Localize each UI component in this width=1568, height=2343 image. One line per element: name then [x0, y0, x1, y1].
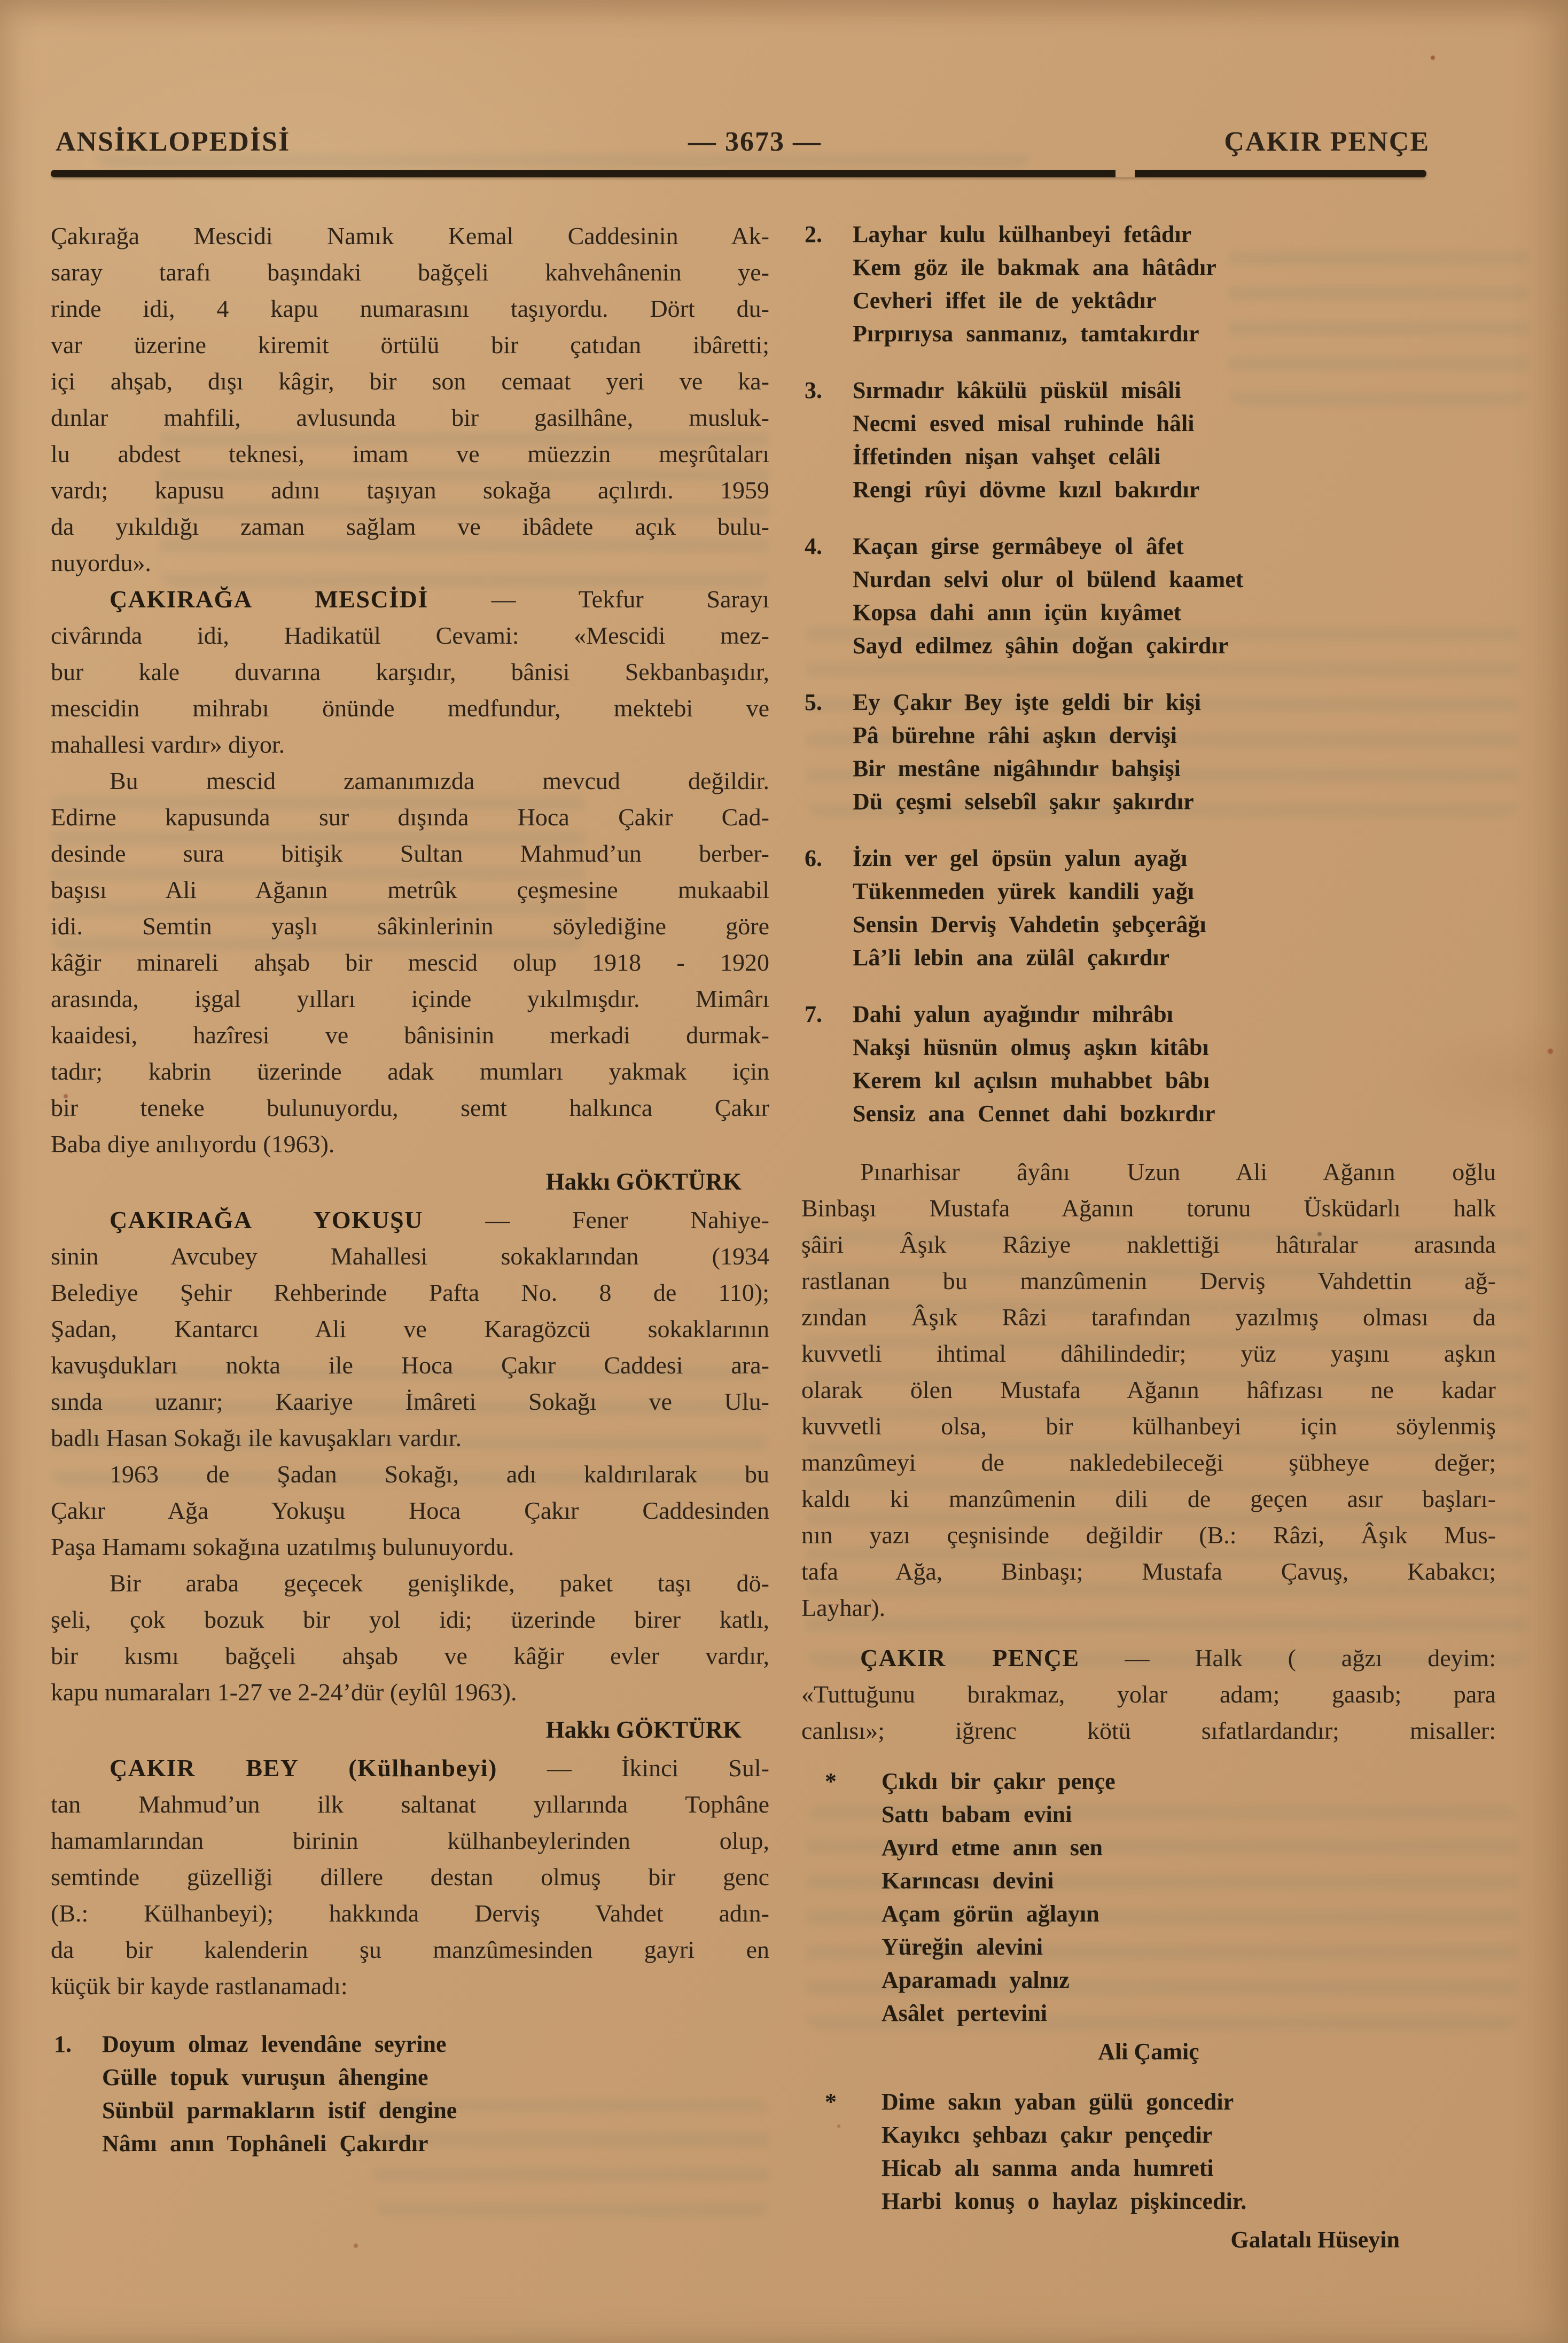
- entry-heading: ÇAKIR BEY (Külhanbeyi): [110, 1754, 497, 1782]
- running-head-title: ANSİKLOPEDİSİ: [56, 127, 291, 157]
- header-rule: [51, 170, 1426, 177]
- verse-line: Cevheri iffet ile de yektâdır: [853, 287, 1157, 314]
- heading-tail: — Fener Nahiye-: [423, 1206, 770, 1233]
- column-right: [801, 218, 1496, 2266]
- paragraph: [51, 1750, 769, 2004]
- text-line: mescidin mihrabı önünde medfundur, mektebi ve: [51, 694, 769, 722]
- verse-line: Layhar kulu külhanbeyi fetâdır: [853, 221, 1192, 247]
- page-number: — 3673 —: [688, 127, 822, 157]
- text-line: kaldı ki manzûmenin dili de geçen asır başları-: [801, 1485, 1496, 1512]
- text-line: Baba diye anılıyordu (1963).: [51, 1130, 335, 1158]
- text-line: tafa Ağa, Binbaşı; Mustafa Çavuş, Kabakcı;: [801, 1558, 1496, 1585]
- text-line: idi. Semtin yaşlı sâkinlerinin söylediğine göre: [51, 912, 769, 940]
- verse-line: Kerem kıl açılsın muhabbet bâbı: [853, 1067, 1210, 1094]
- verse-line: Asâlet pertevini: [881, 2000, 1048, 2026]
- text-line: vardı; kapusu adını taşıyan sokağa açılırdı. 1959: [51, 477, 769, 504]
- verse-line: Sayd edilmez şâhin doğan çakirdır: [853, 632, 1229, 659]
- verse-line: Tükenmeden yürek kandili yağı: [853, 878, 1195, 904]
- text-line: arasında, işgal yılları içinde yıkılmışdır. Mimârı: [51, 985, 769, 1012]
- text-line: sında uzanır; Kaariye İmâreti Sokağı ve Ulu-: [51, 1388, 769, 1415]
- text-line: canlısı»; iğrenc kötü sıfatlardandır; misaller:: [801, 1717, 1496, 1744]
- paragraph: [51, 218, 769, 581]
- verse-line: Gülle topuk vuruşun âhengine: [102, 2064, 428, 2090]
- text-line: küçük bir kayde rastlanamadı:: [51, 1972, 348, 2000]
- verse-line: Nurdan selvi olur ol bülend kaamet: [853, 566, 1244, 592]
- paragraph: [801, 1640, 1496, 1749]
- text-line: Pınarhisar âyânı Uzun Ali Ağanın oğlu: [860, 1158, 1496, 1185]
- text-line: kuvvetli olsa, bir külhanbeyi için söylenmiş: [801, 1412, 1496, 1440]
- verse-line: Sırmadır kâkülü püskül misâli: [853, 377, 1181, 403]
- column-left: [51, 218, 769, 2184]
- text-line: desinde sura bitişik Sultan Mahmud’un berber-: [51, 840, 769, 867]
- paragraph: [51, 581, 769, 763]
- verse-line: Harbi konuş o haylaz pişkincedir.: [881, 2188, 1247, 2214]
- verse-line: Rengi rûyi dövme kızıl bakırdır: [853, 477, 1200, 503]
- text-line: rinde idi, 4 kapu numarasını taşıyordu. Dört du-: [51, 295, 769, 322]
- text-line: Bu mescid zamanımızda mevcud değildir.: [110, 767, 769, 794]
- heading-tail: — Halk ( ağzı deyim:: [1079, 1644, 1496, 1672]
- verse-block: [801, 998, 1496, 1130]
- verse-line: Kaçan girse germâbeye ol âfet: [853, 533, 1184, 559]
- verse-line: Açam görün ağlayın: [881, 1901, 1099, 1927]
- text-line: badlı Hasan Sokağı ile kavuşakları vardır.: [51, 1424, 462, 1451]
- text-line: Layhar).: [801, 1594, 886, 1621]
- verse-number: 3.: [805, 377, 822, 403]
- verse-line: Dü çeşmi selsebîl şakır şakırdır: [853, 788, 1194, 815]
- verse-number: 7.: [805, 1001, 822, 1027]
- verse-line: Dime sakın yaban gülü goncedir: [881, 2089, 1234, 2115]
- text-line: semtinde güzelliği dillere destan olmuş bir genc: [51, 1863, 769, 1891]
- verse-line: Bir mestâne nigâhındır bahşişi: [853, 755, 1181, 782]
- text-line: içi ahşab, dışı kâgir, bir son cemaat yeri ve ka-: [51, 368, 769, 395]
- heading-tail: — Tekfur Sarayı: [428, 585, 770, 613]
- text-line: hamamlarından birinin külhanbeylerinden olup,: [51, 1827, 769, 1854]
- paragraph: [51, 763, 769, 1162]
- verse-block: [801, 530, 1496, 662]
- text-line: dınlar mahfili, avlusunda bir gasilhâne, musluk-: [51, 404, 769, 431]
- text-line: Binbaşı Mustafa Ağanın torunu Üsküdarlı halk: [801, 1194, 1496, 1222]
- verse-line: Aparamadı yalnız: [881, 1967, 1070, 1993]
- paragraph: [51, 1456, 769, 1565]
- verse-line: Nakşi hüsnün olmuş aşkın kitâbı: [853, 1034, 1209, 1060]
- verse-line: Hicab alı sanma anda humreti: [881, 2155, 1214, 2181]
- verse-line: Dahi yalun ayağındır mihrâbı: [853, 1001, 1173, 1027]
- verse-block: [801, 2086, 1496, 2218]
- text-line: kapu numaraları 1-27 ve 2-24’dür (eylûl 1963).: [51, 1678, 517, 1706]
- running-head-entry: ÇAKIR PENÇE: [1224, 127, 1430, 157]
- verse-block: [801, 842, 1496, 974]
- verse-line: Pâ bürehne râhi aşkın dervişi: [853, 722, 1177, 748]
- verse-number: 1.: [54, 2031, 72, 2057]
- verse-block: [801, 218, 1496, 350]
- text-line: Bir araba geçecek genişlikde, paket taşı dö-: [110, 1569, 769, 1597]
- paragraph: [51, 1565, 769, 1711]
- text-line: başısı Ali Ağanın metrûk çeşmesine mukaabil: [51, 876, 769, 903]
- entry-heading: ÇAKIRAĞA YOKUŞU: [110, 1206, 423, 1233]
- verse-line: İffetinden nişan vahşet celâli: [853, 443, 1161, 470]
- verse-line: Kem göz ile bakmak ana hâtâdır: [853, 254, 1216, 280]
- text-line: [51, 581, 769, 618]
- verse-line: Doyum olmaz levendâne seyrine: [102, 2031, 447, 2057]
- verse-block: [801, 686, 1496, 818]
- text-line: civârında idi, Hadikatül Cevami: «Mescidi mez-: [51, 622, 769, 649]
- text-line: lu abdest teknesi, imam ve müezzin meşrûtaları: [51, 440, 769, 467]
- text-line: (B.: Külhanbeyi); hakkında Derviş Vahdet adın-: [51, 1900, 769, 1927]
- text-line: da bir kalenderin şu manzûmesinden gayri en: [51, 1936, 769, 1963]
- text-line: [51, 1202, 769, 1238]
- verse-line: Ey Çakır Bey işte geldi bir kişi: [853, 689, 1202, 715]
- text-line: zından Âşık Râzi tarafından yazılmış olması da: [801, 1303, 1496, 1331]
- text-line: şâiri Âşık Râziye naklettiği hâtıralar arasında: [801, 1231, 1496, 1258]
- verse-line: Kayıkcı şehbazı çakır pençedir: [881, 2122, 1213, 2148]
- verse-number: 5.: [805, 689, 822, 715]
- text-line: bir teneke bulunuyordu, semt halkınca Çakır: [51, 1094, 769, 1121]
- verse-line: Karıncası devini: [881, 1868, 1054, 1894]
- paragraph: [51, 1202, 769, 1456]
- text-line: manzûmeyi de nakledebileceği şübheye değer;: [801, 1449, 1496, 1476]
- text-line: rastlanan bu manzûmenin Derviş Vahdettin ağ-: [801, 1267, 1496, 1294]
- text-line: mahallesi vardır» diyor.: [51, 731, 285, 758]
- verse-line: Çıkdı bir çakır pençe: [881, 1768, 1115, 1794]
- verse-line: Sattı babam evini: [881, 1801, 1072, 1827]
- poet-attribution: Galatalı Hüseyin: [1230, 2227, 1400, 2253]
- text-line: [801, 1640, 1496, 1676]
- text-line: kâğir minareli ahşab bir mescid olup 1918 - 1920: [51, 949, 769, 976]
- text-line: nuyordu».: [51, 549, 151, 576]
- verse-marker: *: [825, 2089, 837, 2115]
- verse-marker: *: [825, 1768, 837, 1794]
- poet-attribution: Ali Çamiç: [1098, 2039, 1199, 2065]
- verse-line: Sensin Derviş Vahdetin şebçerâğı: [853, 911, 1206, 938]
- verse-line: Lâ’li lebin ana zülâl çakırdır: [853, 944, 1170, 971]
- text-line: tan Mahmud’un ilk saltanat yıllarında Tophâne: [51, 1791, 769, 1818]
- text-line: tadır; kabrin üzerinde adak mumları yakmak için: [51, 1058, 769, 1085]
- verse-block: [51, 2028, 769, 2160]
- verse-number: 6.: [805, 845, 822, 871]
- verse-line: Ayırd etme anın sen: [881, 1834, 1103, 1861]
- text-line: sinin Avcubey Mahallesi sokaklarından (1934: [51, 1243, 769, 1270]
- text-line: Belediye Şehir Rehberinde Pafta No. 8 de 110);: [51, 1279, 769, 1306]
- text-line: olarak ölen Mustafa Ağanın hâfızası ne kadar: [801, 1376, 1496, 1403]
- text-line: kavuşdukları nokta ile Hoca Çakır Caddesi ara-: [51, 1352, 769, 1379]
- author-signature: Hakkı GÖKTÜRK: [545, 1168, 742, 1195]
- text-line: saray tarafı başındaki bağçeli kahvehânenin ye-: [51, 259, 769, 286]
- text-line: kaaidesi, hazîresi ve bânisinin merkadi durmak-: [51, 1021, 769, 1049]
- entry-heading: ÇAKIR PENÇE: [860, 1644, 1080, 1672]
- verse-block: [801, 1765, 1496, 2030]
- verse-line: Kopsa dahi anın içün kıyâmet: [853, 599, 1182, 626]
- paragraph: [801, 1154, 1496, 1626]
- text-line: [51, 1750, 769, 1786]
- text-line: kuvvetli ihtimal dâhilindedir; yüz yaşını aşkın: [801, 1340, 1496, 1367]
- verse-number: 4.: [805, 533, 822, 559]
- verse-line: İzin ver gel öpsün yalun ayağı: [853, 845, 1188, 871]
- text-line: bir kısmı bağçeli ahşab ve kâğir evler vardır,: [51, 1642, 769, 1669]
- text-line: «Tuttuğunu bırakmaz, yolar adam; gaasıb; para: [801, 1681, 1496, 1708]
- verse-line: Pırpırıysa sanmanız, tamtakırdır: [853, 321, 1199, 347]
- text-line: Çakır Ağa Yokuşu Hoca Çakır Caddesinden: [51, 1497, 769, 1524]
- author-signature: Hakkı GÖKTÜRK: [545, 1716, 742, 1743]
- text-line: şeli, çok bozuk bir yol idi; üzerinde birer katlı,: [51, 1606, 769, 1633]
- verse-line: Sensiz ana Cennet dahi bozkırdır: [853, 1100, 1215, 1127]
- verse-block: [801, 374, 1496, 506]
- text-line: Şadan, Kantarcı Ali ve Karagözcü sokaklarının: [51, 1315, 769, 1342]
- text-line: var üzerine kiremit örtülü bir çatıdan ibâretti;: [51, 331, 769, 358]
- text-line: bur kale duvarına karşıdır, bânisi Sekbanbaşıdır,: [51, 658, 769, 685]
- verse-line: Yüreğin alevini: [881, 1934, 1043, 1960]
- verse-line: Sünbül parmakların istif dengine: [102, 2097, 457, 2123]
- text-line: Paşa Hamamı sokağına uzatılmış bulunuyordu.: [51, 1533, 514, 1560]
- text-line: 1963 de Şadan Sokağı, adı kaldırılarak bu: [110, 1461, 769, 1488]
- entry-heading: ÇAKIRAĞA MESCİDİ: [110, 585, 428, 613]
- text-line: Çakırağa Mescidi Namık Kemal Caddesinin Ak-: [51, 222, 769, 249]
- verse-line: Nâmı anın Tophâneli Çakırdır: [102, 2130, 428, 2157]
- heading-tail: — İkinci Sul-: [497, 1754, 769, 1782]
- text-line: nın yazı çeşnisinde değildir (B.: Râzi, Âşık Mus-: [801, 1521, 1496, 1549]
- verse-line: Necmi esved misal ruhinde hâli: [853, 410, 1195, 436]
- text-line: da yıkıldığı zaman sağlam ve ibâdete açık bulu-: [51, 513, 769, 540]
- verse-number: 2.: [805, 221, 822, 247]
- text-line: Edirne kapusunda sur dışında Hoca Çakir Cad-: [51, 803, 769, 831]
